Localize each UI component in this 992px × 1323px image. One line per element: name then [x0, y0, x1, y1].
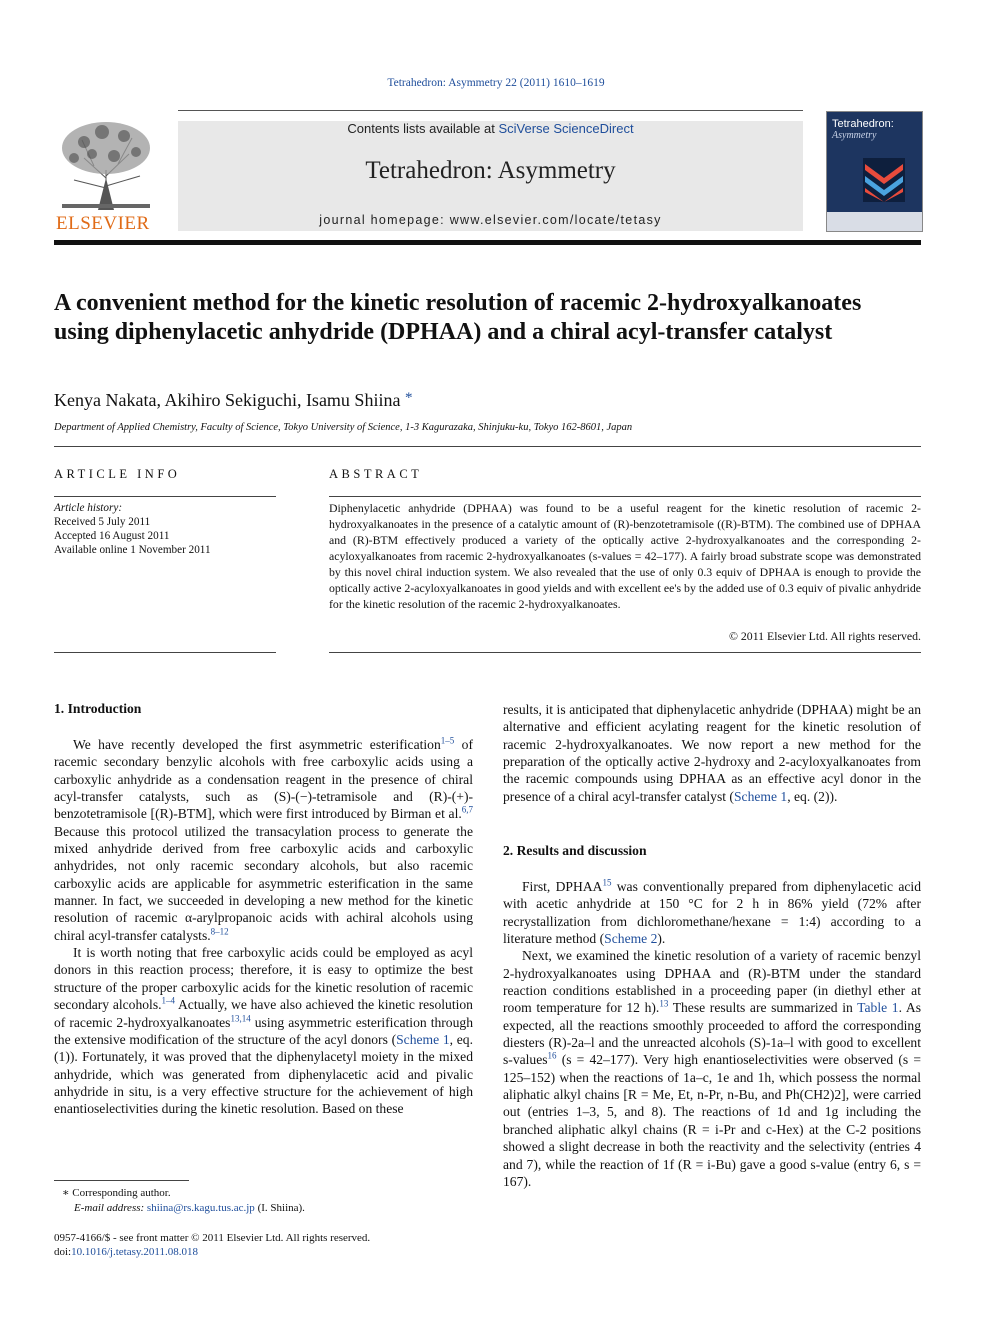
history-received: Received 5 July 2011	[54, 516, 151, 528]
header-divider	[54, 240, 921, 245]
right-paragraph-continued	[503, 701, 921, 805]
article-info-top-rule	[54, 496, 276, 497]
footnote-rule	[54, 1180, 189, 1181]
journal-cover-thumbnail[interactable]	[826, 111, 923, 232]
author-names: Kenya Nakata, Akihiro Sekiguchi, Isamu Shiina	[54, 390, 401, 410]
corresponding-author-marker[interactable]: *	[404, 390, 413, 406]
cover-footer-band	[827, 212, 922, 231]
masthead-top-rule	[178, 110, 803, 111]
history-accepted: Accepted 16 August 2011	[54, 530, 170, 542]
reference-link[interactable]: 1–4	[161, 995, 176, 1006]
contents-available-line	[178, 121, 803, 136]
journal-citation[interactable]: Tetrahedron: Asymmetry 22 (2011) 1610–1619	[387, 77, 605, 89]
table-link[interactable]: Table 1	[857, 1000, 899, 1016]
issn-line: 0957-4166/$ - see front matter © 2011 Elsevier Ltd. All rights reserved.	[54, 1232, 371, 1244]
email-label: E-mail address:	[74, 1202, 147, 1214]
text-run: Next, we examined the kinetic resolution of a variety of racemic benzyl 2-hydroxyalkanoates using DPHAA and (R)-BTM under the standard reaction conditions established in a proceeding paper (in diethyl ether at room temperature for 12 h).	[503, 948, 921, 1016]
reference-link[interactable]: 6,7	[461, 804, 473, 815]
homepage-link[interactable]: www.elsevier.com/locate/tetasy	[449, 213, 662, 227]
reference-link[interactable]: 15	[602, 877, 612, 888]
abstract-text: Diphenylacetic anhydride (DPHAA) was found to be a useful reagent for the kinetic resolution of racemic 2-hydroxyalkanoates in the presence of a catalytic amount of (R)-benzotetramisole ((R)-BTM). The combined use of DPHAA and (R)-BTM effectively produced a variety of the optically active 2-hydroxyalkanoates and the corresponding 2-acyloxyalkanoates from racemic 2-hydroxyalkanoates (s-values = 42–177). A fairly broad substrate scope was demonstrated by this novel chiral induction system. We also revealed that the use of only 0.3 equiv of DPHAA is enough to provide the optically active 2-acyloxyalkanoates in good yields and with excellent ee's by the added use of 0.3 equiv of pivalic anhydride for the kinetic resolution of the racemic 2-hydroxyalkanoates.	[329, 501, 921, 611]
text-run: , eq. (1)). Fortunately, it was proved that the diphenylacetyl moiety in the mixed anhydride, which was generated from diphenylacetic acid and pivalic anhydride in situ, is a very effective structure for the achievement of high enantioselectivities during the kinetic resolution. Based on these	[54, 1031, 473, 1117]
reference-link[interactable]: 13	[659, 998, 669, 1009]
abstract-copyright: © 2011 Elsevier Ltd. All rights reserved.	[729, 629, 921, 643]
email-note	[54, 1201, 305, 1216]
author-list	[54, 390, 412, 411]
scheme-link[interactable]: Scheme 1	[733, 788, 788, 804]
cover-subtitle: Asymmetry	[832, 130, 877, 141]
abstract-heading: ABSTRACT	[329, 467, 423, 481]
reference-link[interactable]: 16	[547, 1050, 557, 1061]
article-title: A convenient method for the kinetic resolution of racemic 2-hydroxyalkanoates using diphenylacetic anhydride (DPHAA) and a chiral acyl-transfer catalyst	[54, 290, 862, 345]
email-suffix: (I. Shiina).	[254, 1202, 305, 1214]
text-run: using asymmetric esterification through the extensive modification of the structure of the acyl donors (	[54, 1014, 473, 1047]
abstract-bottom-rule	[329, 652, 921, 653]
text-run: First, DPHAA	[522, 879, 603, 894]
sciencedirect-link[interactable]: SciVerse ScienceDirect	[498, 121, 634, 136]
right-column-body	[503, 701, 921, 805]
reference-link[interactable]: 1–5	[440, 735, 455, 746]
abstract-top-rule	[329, 496, 921, 497]
text-run: of racemic secondary benzylic alcohols with free carboxylic acids using a carboxylic anhydride as a condensation reagent in the presence of chiral acyl-transfer catalysts, such as (S)-(−)-tetramisole and (R)-(+)-benzotetramisole [(R)-BTM], which were first introduced by Birman et al.	[54, 737, 473, 822]
contents-prefix: Contents lists available at	[347, 121, 499, 136]
doi-link[interactable]: 10.1016/j.tetasy.2011.08.018	[71, 1246, 199, 1258]
text-run: It is worth noting that free carboxylic acids could be employed as acyl donors in this reaction process; therefore, it is easy to optimize the best structure of the proper carboxylic acids for the kinetic resolution of racemic secondary alcohols.	[54, 945, 473, 1013]
doi-prefix: doi:	[54, 1246, 72, 1258]
scheme-link[interactable]: Scheme 1	[396, 1031, 450, 1047]
article-history	[54, 501, 276, 557]
email-link[interactable]: shiina@rs.kagu.tus.ac.jp	[146, 1202, 255, 1214]
intro-paragraph-1	[54, 736, 473, 944]
text-run: These results are summarized in	[668, 1000, 858, 1016]
introduction-heading: 1. Introduction	[54, 701, 142, 716]
text-run: Actually, we have also achieved the kinetic resolution of racemic 2-hydroxyalkanoates	[54, 997, 473, 1030]
text-run: Because this protocol utilized the transacylation process to generate the mixed anhydride derived from free carboxylic acids and carboxylic anhydrides, not only racemic secondary alcohols, but also racemic carboxylic acids are applicable for asymmetric esterification in the same manner. In fact, we succeeded in developing a new method for the kinetic resolution of racemic α-arylpropanoic acids with achiral alcohols using chiral acyl-transfer catalysts.	[54, 823, 473, 943]
results-paragraph-1	[503, 878, 921, 947]
elsevier-wordmark: ELSEVIER	[56, 213, 150, 234]
reference-link[interactable]: 13,14	[230, 1012, 251, 1023]
left-column-body	[54, 736, 473, 1118]
cover-artwork	[863, 158, 905, 202]
results-paragraph-2	[503, 947, 921, 1190]
intro-paragraph-2	[54, 944, 473, 1117]
corresponding-author-note: ∗ Corresponding author.	[62, 1187, 171, 1199]
results-body	[503, 878, 921, 1190]
article-info-bottom-rule	[54, 652, 276, 653]
results-heading: 2. Results and discussion	[503, 843, 647, 858]
text-run: We have recently developed the first asymmetric esterification	[73, 737, 441, 752]
text-run: ).	[657, 931, 666, 947]
homepage-prefix: journal homepage:	[319, 213, 450, 227]
journal-title: Tetrahedron: Asymmetry	[365, 157, 616, 184]
text-run: (s = 42–177). Very high enantioselectivities were observed (s = 125–152) when the reactions of 1a–c, 1e and 1h, which possess the normal aliphatic alkyl chains [R = Me, Et, n-Pr, n-Bu, and Ph(CH2)2], were carried out (entries 1–3, 5, and 8). The reactions of 1d and 1g including the branched aliphatic alkyl chains (R = i-Pr and c-Hex) at the C-2 positions showed a slight decrease in both the reactivity and the selectivity (entries 4 and 7), while the reaction of 1f (R = i-Bu) gave a good s-value (entry 6, s = 167).	[503, 1052, 921, 1189]
scheme-link[interactable]: Scheme 2	[604, 931, 658, 947]
journal-masthead	[178, 121, 803, 231]
text-run: was conventionally prepared from diphenylacetic acid with acetic anhydride at 150 °C for 2 h in 86% yield (72% after recrystallization from dichloromethane/hexane = 1:4) according to a literature method (	[503, 879, 921, 947]
history-online: Available online 1 November 2011	[54, 544, 211, 556]
text-run: . As expected, all the reactions smoothly proceeded to afford the corresponding diesters (R)-2a–l and the unreacted alcohols (S)-1a–l with good to excellent s-values	[503, 1000, 921, 1068]
cover-title: Tetrahedron:	[832, 118, 894, 130]
text-run: , eq. (2)).	[787, 788, 838, 804]
history-label: Article history:	[54, 502, 123, 514]
affiliation-divider	[54, 446, 921, 447]
doi-line	[54, 1245, 370, 1259]
reference-link[interactable]: 8–12	[210, 926, 229, 937]
article-info-heading: ARTICLE INFO	[54, 467, 181, 481]
text-run: results, it is anticipated that diphenylacetic anhydride (DPHAA) might be an alternative and efficient acylating reagent for the kinetic resolution of racemic 2-hydroxyalkanoates. We now report a new method for the preparation of the optically active 2-hydroxy and 2-acyloxyalkanoates from the racemic compounds using DPHAA as an effective acyl donor in the presence of a chiral acyl-transfer catalyst (	[503, 702, 921, 804]
author-affiliation: Department of Applied Chemistry, Faculty of Science, Tokyo University of Science, 1-3 Kagurazaka, Shinjuku-ku, Tokyo 162-8601, Japan	[54, 422, 633, 433]
journal-homepage-line	[178, 213, 803, 227]
front-matter-info	[54, 1231, 370, 1259]
footnotes	[54, 1186, 305, 1216]
